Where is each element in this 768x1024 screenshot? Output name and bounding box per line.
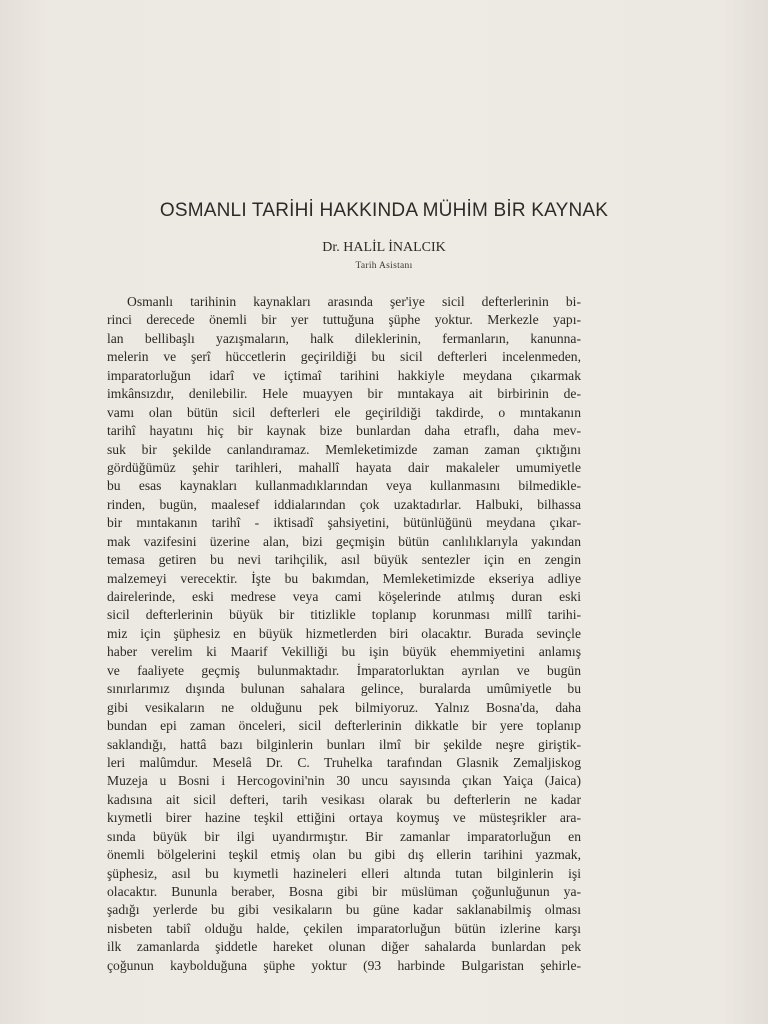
body-line: kıymetli birer hazine teşkil ettiğini ortaya koymuş ve müsteşrikler ara-: [107, 810, 581, 826]
body-line: temasa getiren bu nevi tarihçilik, asıl büyük sentezler için en zengin: [107, 552, 581, 568]
body-line: kadısına ait sicil defteri, tarih vesikası olarak bu defterlerin ne kadar: [107, 791, 581, 807]
body-line: saklandığı, hattâ bazı bilginlerin bunları ilmî bir şekilde neşre giriştik-: [107, 736, 581, 752]
body-line: mak vazifesini üzerine alan, bizi geçmişin bütün canlılıklarıyla yakından: [107, 533, 581, 549]
body-line: gibi vesikaların ne olduğunu pek bilmiyoruz. Yalnız Bosna'da, daha: [107, 699, 581, 715]
body-line: bir mıntakanın tarihî - iktisadî şahsiyetini, bütünlüğünü meydana çıkar-: [107, 515, 581, 531]
body-line: önemli bölgelerini teşkil etmiş olan bu gibi dış ellerin tarihini yazmak,: [107, 847, 581, 863]
body-line: şüphesiz, asıl bu kıymetli hazineleri elleri altında tutan bilginlerin işi: [107, 865, 581, 881]
author-name: Dr. HALİL İNALCIK: [322, 240, 446, 255]
body-line: rinden, bugün, maalesef iddialarından çok uzaktadırlar. Halbuki, bilhassa: [107, 496, 581, 512]
body-line: Osmanlı tarihinin kaynakları arasında şer'iye sicil defterlerinin bi-: [127, 294, 581, 309]
body-line: nisbeten tabiî olduğu halde, çekilen imparatorluğun bütün izlerine karşı: [107, 920, 581, 936]
body-line: sicil defterlerinin büyük bir titizlikle toplanıp korunması millî tarihi-: [107, 607, 581, 623]
body-line: Muzeja u Bosni i Hercogovini'nin 30 uncu sayısında çıkan Yaiça (Jaica): [107, 773, 581, 789]
body-line: suk bir şekilde canlandıramaz. Memleketimizde zaman zaman çıktığını: [107, 441, 581, 457]
body-line: bu esas kaynakları kullanmadıklarından veya kullanmasını bilmedikle-: [107, 478, 581, 494]
body-line: ilk zamanlarda şiddetle hareket olunan diğer sahalarda bunlardan pek: [107, 939, 581, 955]
body-line: miz için şüphesiz en büyük hizmetlerden biri olacaktır. Burada sevinçle: [107, 625, 581, 641]
author-affiliation: Tarih Asistanı: [355, 261, 413, 271]
body-line: melerin ve şerî hüccetlerin geçirildiği bu sicil defterleri incelenmeden,: [107, 349, 581, 365]
body-line: imkânsızdır, denilebilir. Hele muayyen bir mıntakaya ait birbirinin de-: [107, 386, 581, 402]
body-line: imparatorluğun idarî ve içtimaî tarihini hakkiyle meydana çıkarmak: [107, 367, 581, 383]
body-line: sınırlarımız dışında bulunan sahalara gelince, buralarda umûmiyetle bu: [107, 681, 581, 697]
article-title: OSMANLI TARİHİ HAKKINDA MÜHİM BİR KAYNAK: [159, 200, 609, 221]
body-line: olacaktır. Bununla beraber, Bosna gibi bir müslüman çoğunluğunun ya-: [107, 884, 581, 899]
body-line: haber verelim ki Maarif Vekilliği bu işin büyük ehemmiyetini anlamış: [107, 644, 581, 660]
body-line: gördüğümüz şehir tarihleri, mahallî hayata dair makaleler umumiyetle: [107, 459, 581, 475]
body-line: malzemeyi verecektir. İşte bu bakımdan, Memleketimizde ekseriya adliye: [107, 570, 581, 586]
body-line: rinci derecede önemli bir yer tuttuğuna şüphe yoktur. Merkezle yapı-: [107, 312, 581, 328]
body-line: çoğunun kaybolduğuna şüphe yoktur (93 harbinde Bulgaristan şehirle-: [107, 957, 581, 973]
body-line: bundan epi zaman önceleri, sicil defterlerinin dikkatle bir yere toplanıp: [107, 718, 581, 734]
body-line: leri malûmdur. Meselâ Dr. C. Truhelka tarafından Glasnik Zemaljiskog: [107, 754, 581, 770]
body-line: lan bellibaşlı yazışmaların, halk dileklerinin, fermanların, kanunna-: [107, 330, 581, 346]
body-line: ve faaliyete geçmiş bulunmaktadır. İmparatorluktan ayrılan ve bugün: [107, 662, 581, 678]
article-body: [107, 293, 581, 975]
body-line: dairelerinde, eski medrese veya cami köşelerinde atılmış duran eski: [107, 589, 581, 604]
body-line: vamı olan bütün sicil defterleri ele geçirildiği takdirde, o mıntakanın: [107, 404, 581, 420]
body-line: sında büyük bir ilgi uyandırmıştır. Bir zamanlar imparatorluğun en: [107, 828, 581, 844]
body-line: şadığı yerlerde bu gibi vesikaların bu güne kadar saklanabilmiş olması: [107, 902, 581, 918]
body-line: tarihî hayatını hiç bir kaynak bize bunlardan daha etraflı, daha mev-: [107, 423, 581, 439]
